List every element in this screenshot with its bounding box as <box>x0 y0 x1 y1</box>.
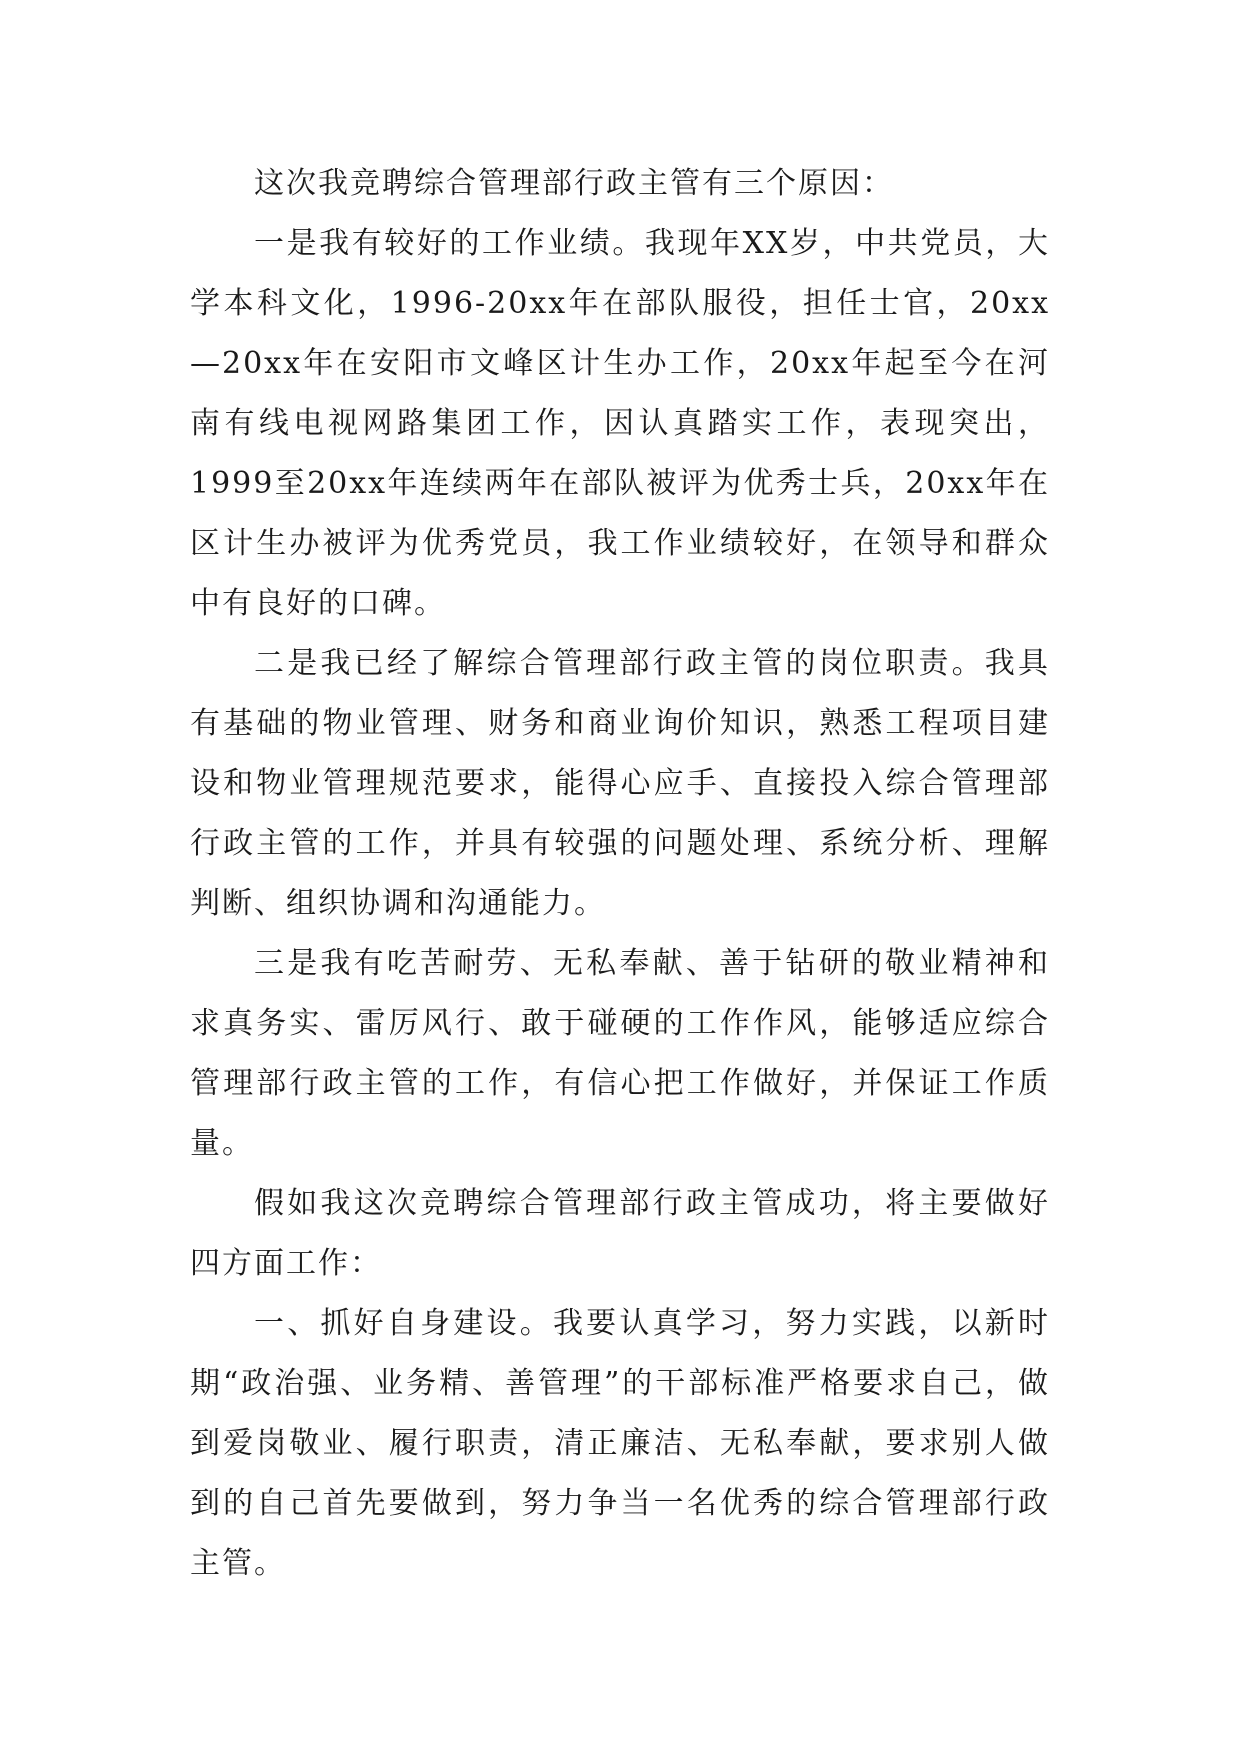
paragraph-plan-one: 一、抓好自身建设。我要认真学习，努力实践，以新时期“政治强、业务精、善管理”的干部标准严格要求自己，做到爱岗敬业、履行职责，清正廉洁、无私奉献，要求别人做到的自己首先要做到，努力争当一名优秀的综合管理部行政主管。 <box>190 1306 1050 1581</box>
document-body <box>190 154 1050 1594</box>
paragraph-intro-plans: 假如我这次竞聘综合管理部行政主管成功，将主要做好四方面工作： <box>190 1186 1050 1281</box>
paragraph-reason-two: 二是我已经了解综合管理部行政主管的岗位职责。我具有基础的物业管理、财务和商业询价知识，熟悉工程项目建设和物业管理规范要求，能得心应手、直接投入综合管理部行政主管的工作，并具有较强的问题处理、系统分析、理解判断、组织协调和沟通能力。 <box>190 646 1050 921</box>
paragraph-intro-reasons: 这次我竞聘综合管理部行政主管有三个原因： <box>254 166 894 201</box>
paragraph-reason-three: 三是我有吃苦耐劳、无私奉献、善于钻研的敬业精神和求真务实、雷厉风行、敢于碰硬的工作作风，能够适应综合管理部行政主管的工作，有信心把工作做好，并保证工作质量。 <box>190 946 1050 1161</box>
paragraph-reason-one: 一是我有较好的工作业绩。我现年XX岁，中共党员，大学本科文化，1996-20xx年在部队服役，担任士官，20xx—20xx年在安阳市文峰区计生办工作，20xx年起至今在河南有线电视网路集团工作，因认真踏实工作，表现突出，1999至20xx年连续两年在部队被评为优秀士兵，20xx年在区计生办被评为优秀党员，我工作业绩较好，在领导和群众中有良好的口碑。 <box>190 226 1050 621</box>
